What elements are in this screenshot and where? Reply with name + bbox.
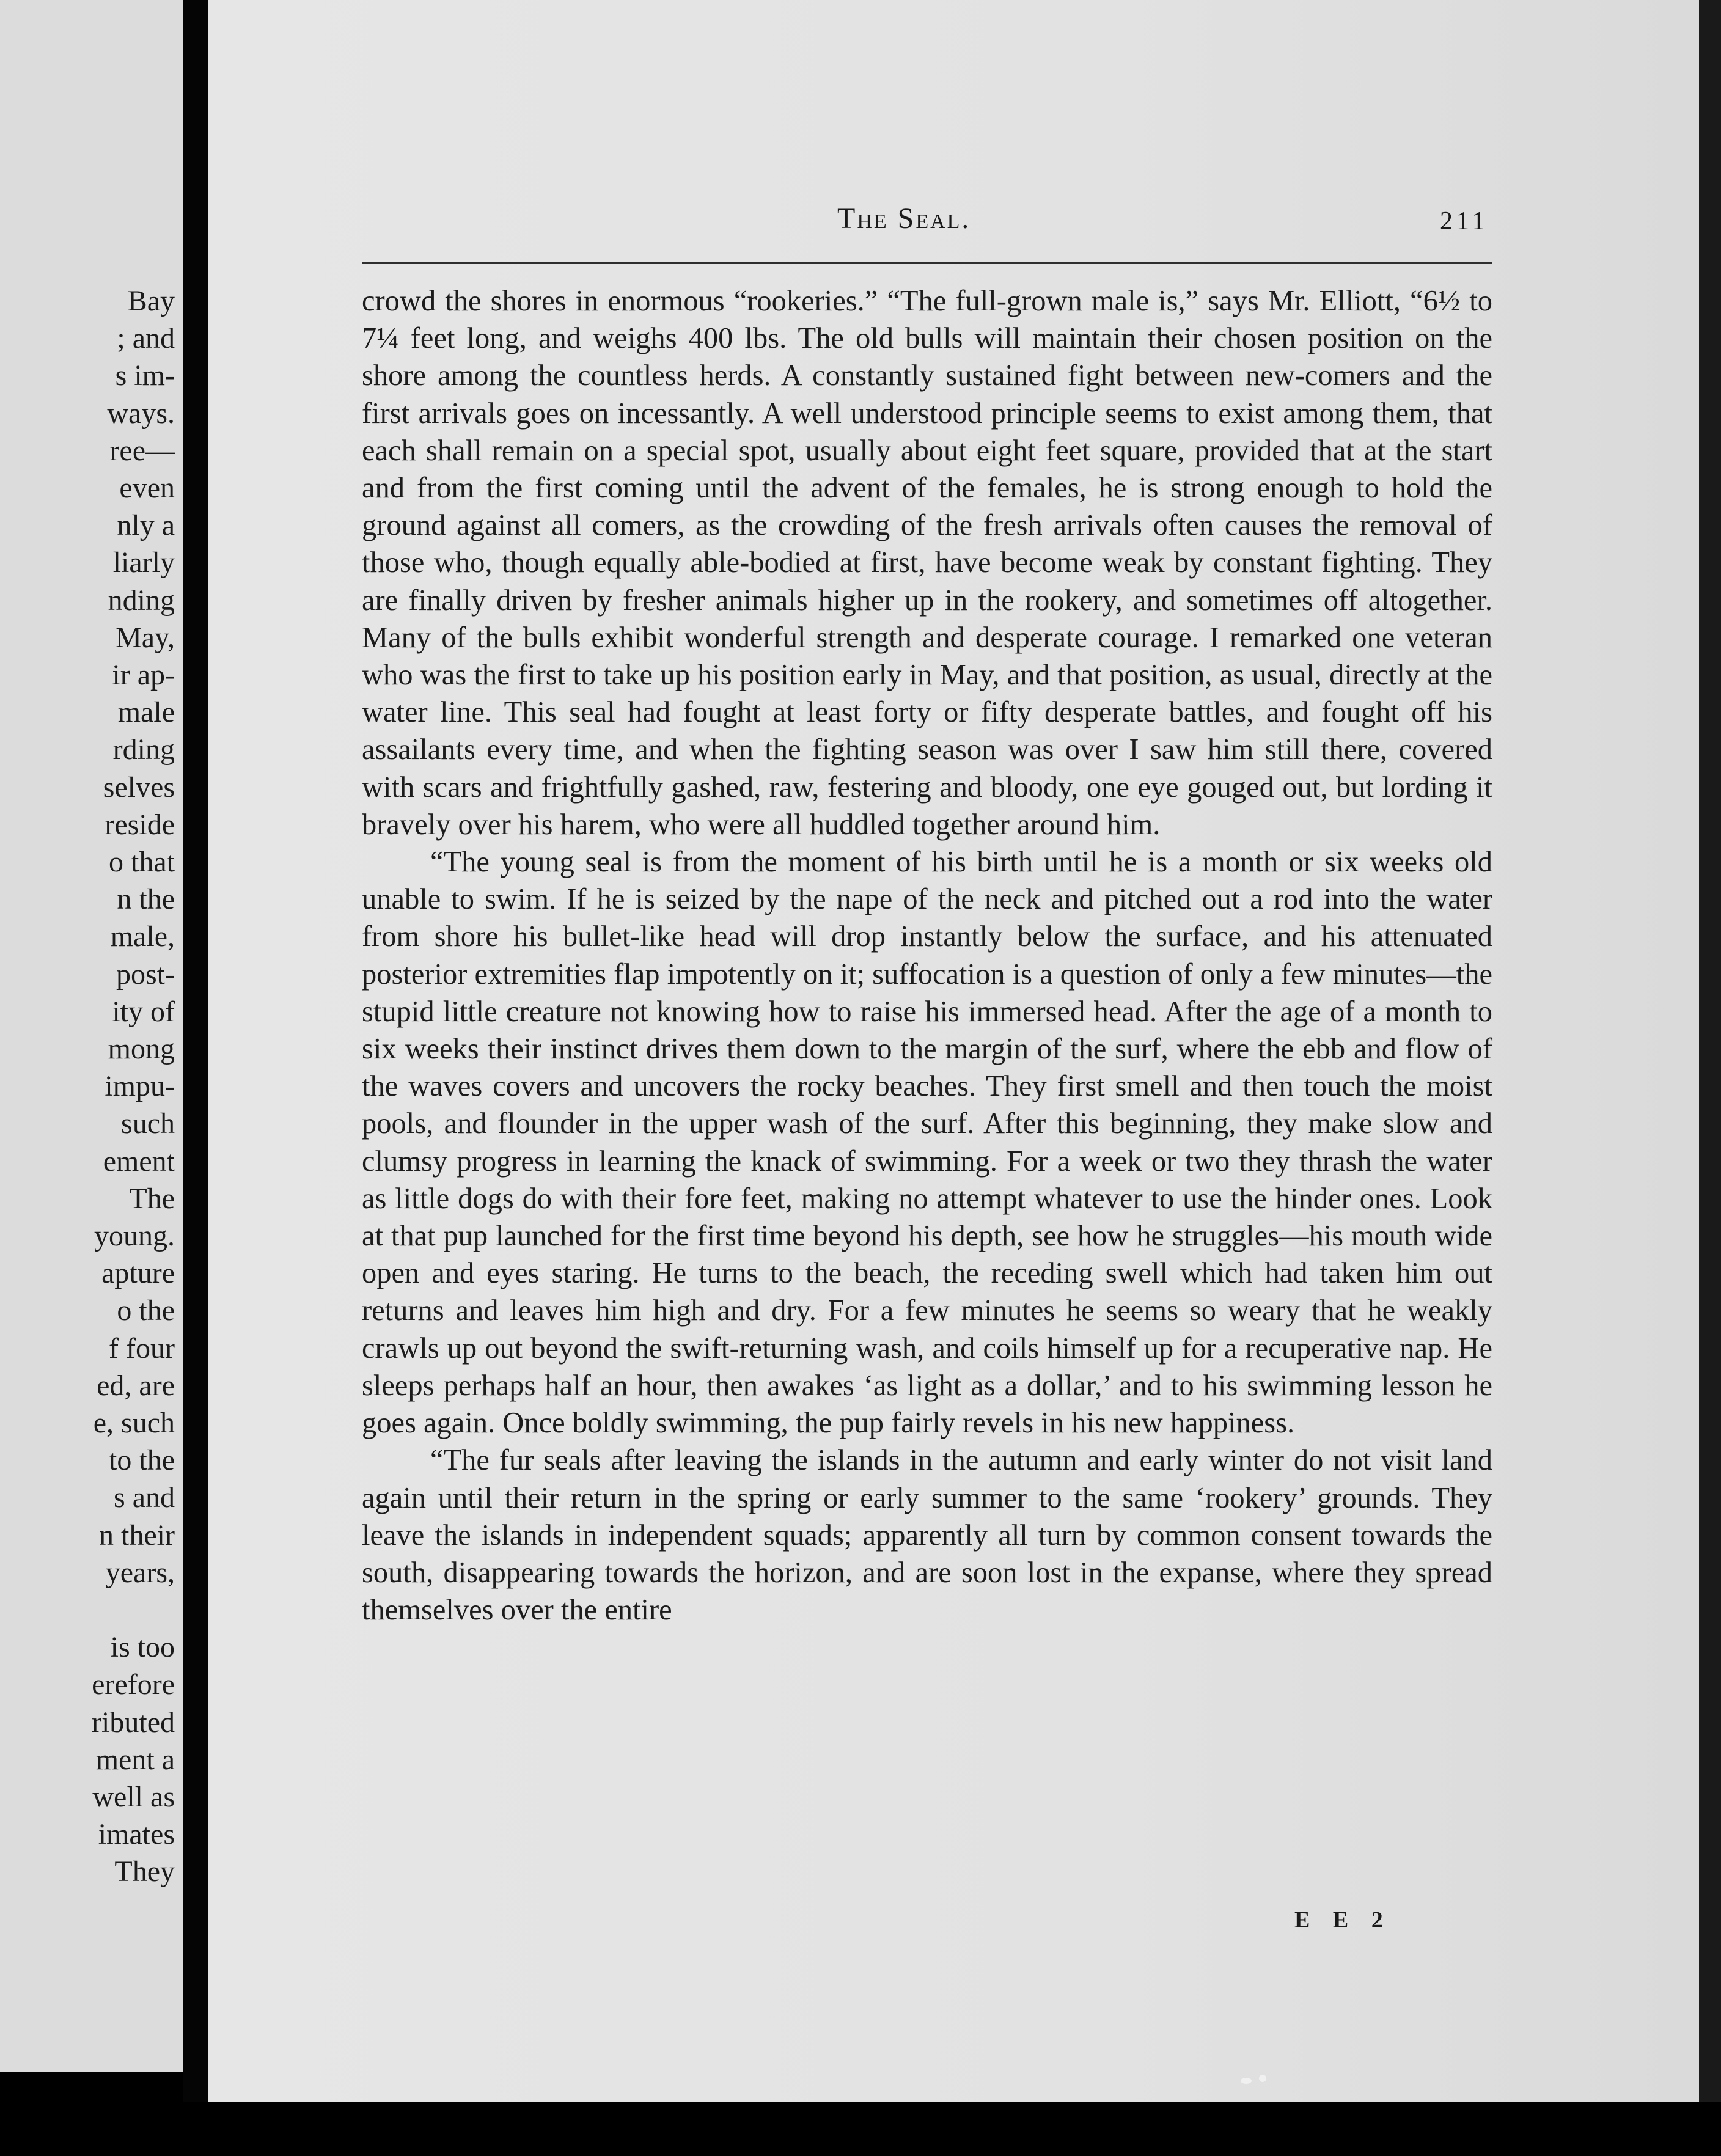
scan-speck [1241, 2078, 1252, 2084]
body-text [362, 282, 1492, 1629]
page-edge [1699, 0, 1721, 2156]
facing-line-fragment: is too [110, 1631, 175, 1664]
facing-line-fragment: imates [98, 1818, 175, 1851]
facing-line-fragment: rding [112, 733, 175, 766]
facing-line-fragment: apture [101, 1257, 175, 1290]
facing-line-fragment: o that [109, 846, 175, 878]
running-head: The Seal. [837, 202, 971, 235]
facing-line-fragment: e, such [93, 1407, 175, 1439]
facing-line-fragment: o the [117, 1294, 175, 1327]
paragraph-1: crowd the shores in enormous “rookeries.” “The full-grown male is,” says Mr. Elliott, “6½ to 7¼ feet long, and weighs 400 lbs. The old bulls will maintain their chosen position on the shore among the countless herds. A constantly sustained fight between new-comers and the first arrivals goes on incessantly. A well understood principle seems to exist among them, that each shall remain on a special spot, usually about eight feet square, provided that at the start and from the first coming until the advent of the females, he is strong enough to hold the ground against all comers, as the crowding of the fresh arrivals often causes the removal of those who, though equally able-bodied at first, have become weak by constant fighting. They are finally driven by fresher animals higher up in the rookery, and sometimes off altogether. Many of the bulls exhibit wonderful strength and desperate courage. I remarked one veteran who was the first to take up his position early in May, and that position, as usual, directly at the water line. This seal had fought at least forty or fifty desperate battles, and fought off his assailants every time, and when the fighting season was over I saw him still there, covered with scars and frightfully gashed, raw, festering and bloody, one eye gouged out, but lording it bravely over his harem, who were all huddled together around him. [362, 285, 1492, 841]
facing-line-fragment: ir ap- [112, 659, 175, 691]
facing-line-fragment: They [114, 1855, 175, 1888]
facing-line-fragment: ributed [92, 1706, 175, 1739]
facing-line-fragment: mong [108, 1033, 175, 1065]
facing-line-fragment: ity of [112, 995, 175, 1028]
facing-line-fragment: s and [114, 1481, 175, 1514]
facing-line-fragment: male [117, 696, 175, 729]
facing-line-fragment: post- [116, 958, 175, 991]
facing-line-fragment: male, [110, 920, 175, 953]
facing-line-fragment: ree— [109, 434, 175, 467]
facing-line-fragment: impu- [105, 1070, 175, 1103]
facing-line-fragment: erefore [92, 1668, 175, 1701]
facing-line-fragment: Bay [127, 285, 175, 317]
facing-line-fragment: The [129, 1182, 175, 1215]
facing-line-fragment: s im- [115, 359, 175, 392]
facing-line-fragment: selves [103, 771, 175, 804]
facing-line-fragment: young. [94, 1220, 175, 1252]
facing-page-fragment [0, 0, 183, 2072]
facing-line-fragment: nly a [117, 509, 175, 542]
facing-line-fragment: ement [103, 1145, 175, 1178]
page-number: 211 [1440, 207, 1489, 235]
facing-line-fragment: n their [99, 1519, 175, 1552]
facing-line-fragment: f four [109, 1332, 175, 1365]
facing-line-fragment: well as [92, 1781, 175, 1813]
facing-line-fragment: n the [117, 883, 175, 916]
facing-line-fragment: years, [105, 1556, 175, 1589]
facing-line-fragment: nding [108, 584, 175, 617]
scan-border [0, 2102, 1721, 2156]
facing-line-fragment: to the [109, 1444, 175, 1477]
facing-line-fragment: May, [116, 621, 175, 654]
facing-line-fragment: even [119, 472, 175, 504]
facing-line-fragment: ways. [107, 397, 175, 430]
header-rule [362, 262, 1492, 264]
facing-line-fragment: such [121, 1107, 175, 1140]
facing-line-fragment: liarly [112, 546, 175, 579]
signature-mark: E E 2 [1294, 1907, 1392, 1933]
paragraph-2: “The young seal is from the moment of his birth until he is a month or six weeks old unable to swim. If he is seized by the nape of the neck and pitched out a rod into the water from shore his bullet-like head will drop instantly below the surface, and his attenuated posterior extremities flap impotently on it; suffocation is a question of only a few minutes—the stupid little creature not knowing how to raise his immersed head. After the age of a month to six weeks their instinct drives them down to the margin of the surf, where the ebb and flow of the waves covers and uncovers the rocky beaches. They first smell and then touch the moist pools, and flounder in the upper wash of the surf. After this beginning, they make slow and clumsy progress in learning the knack of swimming. For a week or two they thrash the water as little dogs do with their fore feet, making no attempt whatever to use the hinder ones. Look at that pup launched for the first time beyond his depth, see how he struggles—his mouth wide open and eyes staring. He turns to the beach, the receding swell which had taken him out returns and leaves him high and dry. For a few minutes he seems so weary that he weakly crawls up out beyond the swift-returning wash, and coils himself up for a recuperative nap. He sleeps perhaps half an hour, then awakes ‘as light as a dollar,’ and to his swimming lesson he goes again. Once boldly swimming, the pup fairly revels in his new happiness. [362, 846, 1492, 1440]
facing-line-fragment: ed, are [97, 1369, 175, 1402]
facing-line-fragment: reside [105, 808, 175, 841]
scan-speck [1259, 2075, 1266, 2082]
facing-line-fragment: ; and [117, 322, 175, 355]
facing-line-fragment: ment a [95, 1743, 175, 1776]
paragraph-3: “The fur seals after leaving the islands in the autumn and early winter do not visit land again until their return in the spring or early summer to the same ‘rookery’ grounds. They leave the islands in independent squads; apparently all turn by common consent towards the south, disappearing towards the horizon, and are soon lost in the expanse, where they spread themselves over the entire [362, 1444, 1492, 1627]
book-gutter [183, 0, 208, 2156]
